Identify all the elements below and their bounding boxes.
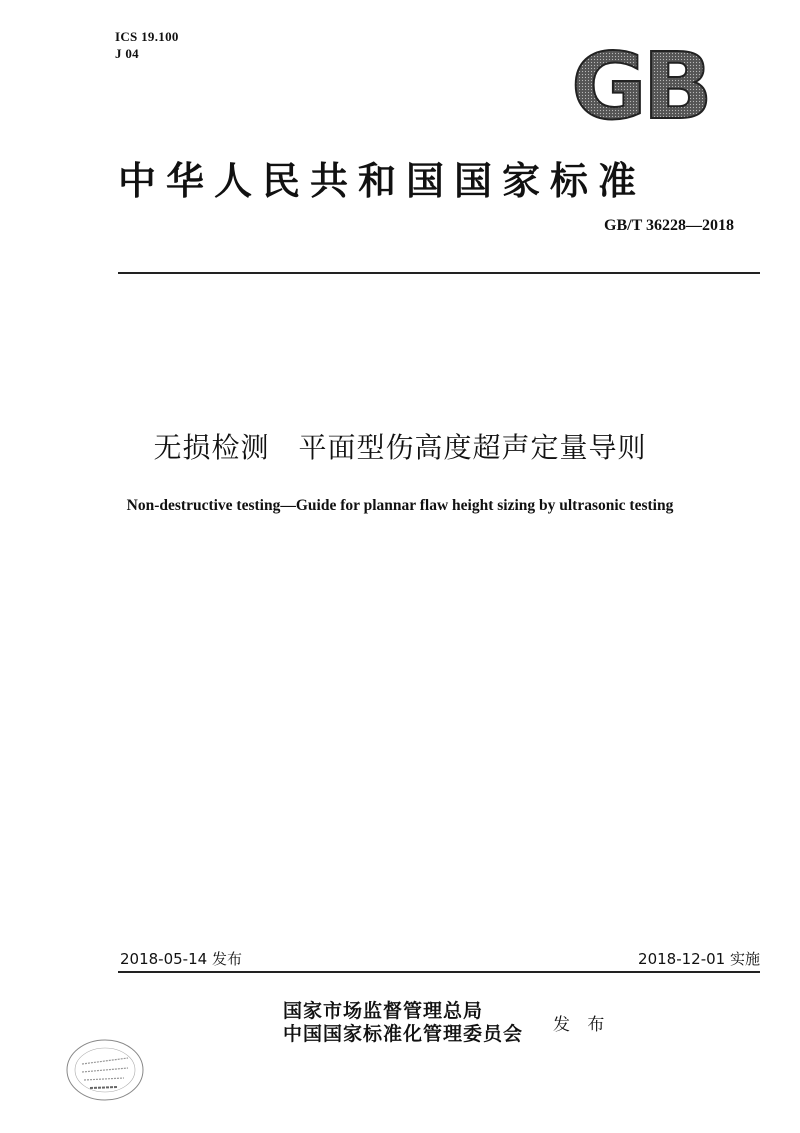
- ics-code: ICS 19.100: [115, 29, 179, 44]
- publish-label: 发 布: [553, 1015, 611, 1035]
- gb-logo-icon: [560, 40, 720, 128]
- issue-date: 2018-05-14 发布: [120, 950, 242, 968]
- distributor-stamp-icon: [60, 1030, 150, 1110]
- issuing-authorities: [283, 1000, 523, 1046]
- footer-divider: [118, 971, 760, 973]
- issuer-samr: 国家市场监督管理总局: [283, 1000, 484, 1022]
- national-standard-heading: 中华人民共和国国家标准: [118, 158, 647, 203]
- implementation-date: 2018-12-01 实施: [638, 950, 760, 968]
- standard-number: GB/T 36228—2018: [604, 217, 734, 234]
- title-chinese: 无损检测 平面型伤高度超声定量导则: [153, 431, 647, 464]
- header-divider: [118, 272, 760, 274]
- gb-logo-text: GB: [571, 40, 709, 128]
- classification-codes: [115, 28, 179, 62]
- issuer-sac: 中国国家标准化管理委员会: [283, 1023, 524, 1045]
- ccs-code: J 04: [115, 46, 139, 61]
- title-english: Non-destructive testing—Guide for plannar flaw height sizing by ultrasonic testing: [126, 497, 674, 514]
